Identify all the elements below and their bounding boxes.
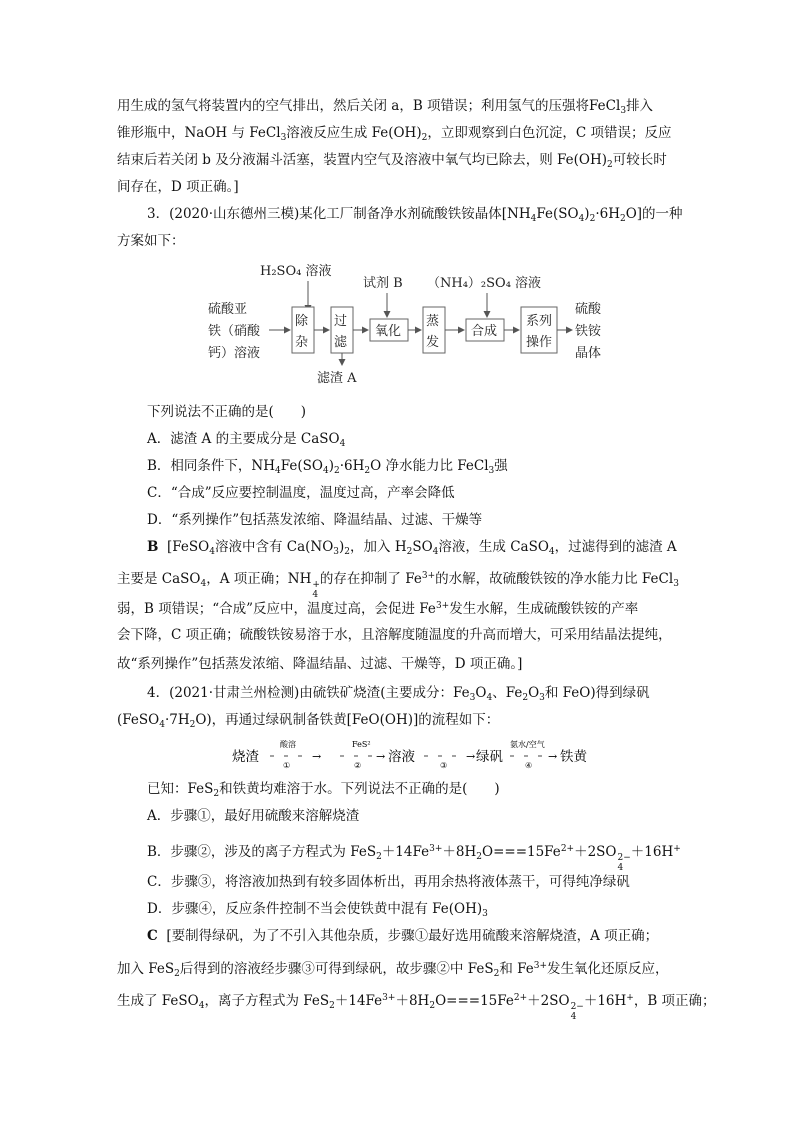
arrow-label: 氨水/空气: [510, 740, 545, 749]
subscript: 2: [522, 693, 529, 703]
text-line: [117, 988, 716, 1022]
subscript: 2: [344, 547, 351, 557]
text-fragment: (FeSO: [117, 712, 160, 728]
subscript: 3: [673, 579, 679, 589]
text-fragment: 溶液反应生成 Fe(OH): [286, 125, 422, 141]
text-fragment: O)，再通过绿矾制备铁黄[FeO(OH)]的流程如下：: [195, 712, 500, 728]
text-fragment: 溶液中含有 Ca(NO: [214, 539, 334, 555]
text-fragment: [FeSO: [167, 539, 210, 555]
step-number: ④: [525, 761, 533, 770]
text-fragment: D．步骤④，反应条件控制不当会使铁黄中混有 Fe(OH): [147, 901, 483, 917]
superscript: +: [626, 993, 634, 1003]
subscript: 4: [312, 590, 319, 600]
subscript: 3: [482, 909, 488, 919]
text-fragment: 用生成的氢气将装置内的空气排出，然后关闭 a，B 项错误；利用氢气的压强将FeCl: [117, 98, 621, 114]
subscript: 2: [213, 789, 220, 799]
text-line: [117, 123, 671, 148]
text-fragment: C．“合成”反应要控制温度，温度过高，产率会降低: [147, 485, 455, 501]
text-fragment: ＋16H: [630, 844, 674, 860]
subscript: 2: [429, 1001, 436, 1011]
start-label: 硫酸亚: [208, 302, 248, 317]
text-line: [117, 150, 667, 175]
question-4-title: [147, 683, 650, 708]
start-label: 铁（硝酸: [208, 324, 261, 339]
subscript: 4: [339, 439, 346, 449]
subscript: 4: [486, 693, 493, 703]
step-label: 蒸: [426, 314, 440, 329]
answer-line: [147, 537, 677, 562]
step-label: 滤: [334, 335, 348, 350]
text-fragment: A．滤渣 A 的主要成分是 CaSO: [147, 431, 340, 447]
text-fragment: 强: [494, 458, 508, 474]
text-fragment: O===15Fe: [482, 844, 561, 860]
text-fragment: Fe(SO: [536, 206, 579, 222]
subscript: 3: [620, 106, 627, 116]
text-fragment: 的存在抑制了 Fe: [319, 571, 422, 587]
text-fragment: 弱，B 项错误；“合成”反应中，温度过高，会促进 Fe: [117, 601, 436, 617]
known-condition: [147, 779, 500, 804]
text-fragment: 发生氧化还原反应，: [547, 961, 669, 977]
subscript: 2: [364, 466, 371, 476]
text-fragment: ，离子方程式为 FeS: [204, 993, 330, 1009]
text-fragment: 加入 FeS: [117, 961, 175, 977]
subscript: 4: [570, 1012, 577, 1022]
text-fragment: Fe(SO: [280, 458, 323, 474]
subscript: 3: [333, 547, 340, 557]
option-b: [147, 839, 681, 873]
option-c: [147, 483, 455, 503]
superscript: 2−: [617, 853, 631, 863]
text-fragment: ，过滤得到的滤渣 A: [554, 539, 677, 555]
subscript: 4: [432, 547, 439, 557]
flow-node: 烧渣: [232, 749, 259, 765]
text-fragment: ＋14Fe: [334, 993, 383, 1009]
subscript: 4: [275, 466, 281, 476]
subscript: 4: [578, 214, 585, 224]
arrow-label: 酸溶: [280, 740, 296, 749]
subscript: 2: [376, 852, 382, 862]
answer-line: [147, 926, 658, 946]
text-fragment: ＋2SO: [527, 993, 570, 1009]
text-fragment: 的水解，故硫酸铁铵的净水能力比 FeCl: [435, 571, 674, 587]
subscript: 2: [421, 133, 428, 143]
superscript: 2+: [560, 844, 575, 854]
subscript: 4: [530, 214, 537, 224]
process-flow-inline: [228, 735, 628, 775]
text-fragment: ＋2SO: [574, 844, 617, 860]
subscript: 4: [548, 547, 555, 557]
text-fragment: 已知：FeS: [147, 781, 214, 797]
question-3-title: [147, 204, 683, 229]
text-fragment: ·6H: [339, 458, 365, 474]
text-fragment: ): [328, 458, 334, 474]
text-line: [117, 596, 638, 619]
text-fragment: 故“系列操作”包括蒸发浓缩、降温结晶、过滤、干燥等，D 项正确。]: [117, 656, 523, 672]
text-fragment: O: [475, 685, 487, 701]
option-a: [147, 429, 345, 454]
start-label: 钙）溶液: [208, 346, 261, 361]
subscript: 2: [589, 214, 596, 224]
text-line: [117, 625, 672, 645]
text-fragment: 生成了 FeSO: [117, 993, 199, 1009]
text-fragment: ·7H: [164, 712, 190, 728]
text-line: [117, 956, 669, 984]
text-fragment: ＋14Fe: [381, 844, 430, 860]
ion-charge-stack: [571, 1002, 584, 1022]
ion-charge-stack: [618, 853, 631, 873]
subscript: 3: [488, 466, 495, 476]
option-d: [147, 510, 482, 530]
text-line: [117, 654, 522, 674]
step-label: 除: [295, 314, 309, 329]
text-fragment: 4．(2021·甘肃兰州检测)由硫铁矿烧渣(主要成分：Fe: [147, 685, 470, 701]
end-label: 硫酸: [575, 302, 602, 317]
text-line: [117, 96, 653, 121]
text-fragment: 和 FeO)得到绿矾: [544, 685, 650, 701]
text-fragment: O 净水能力比 FeCl: [370, 458, 489, 474]
end-label: 晶体: [575, 346, 602, 361]
text-fragment: SO: [412, 539, 433, 555]
subscript: 2: [174, 969, 180, 979]
subscript: 3: [280, 133, 287, 143]
text-fragment: ＋8H: [442, 844, 477, 860]
text-fragment: B．步骤②，涉及的离子方程式为 FeS: [147, 844, 377, 860]
text-fragment: O===15Fe: [435, 993, 514, 1009]
text-fragment: ＋16H: [583, 993, 627, 1009]
text-fragment: O: [528, 685, 540, 701]
option-a: [147, 806, 359, 826]
arrow-label: FeS²: [352, 740, 371, 749]
end-label: 铁铵: [575, 324, 602, 339]
subscript: 2: [333, 466, 340, 476]
superscript: 3+: [382, 993, 396, 1003]
text-line: [117, 566, 679, 600]
text-fragment: 排入: [626, 98, 654, 114]
superscript: 2+: [513, 993, 528, 1003]
step-number: ③: [440, 761, 448, 770]
step-number: ②: [354, 761, 362, 770]
text-fragment: 和 Fe: [499, 961, 534, 977]
step-label: 氧化: [375, 324, 402, 339]
text-fragment: B．相同条件下，NH: [147, 458, 276, 474]
text-fragment: 锥形瓶中，NaOH 与 FeCl: [117, 125, 281, 141]
text-fragment: 3．(2020·山东德州三模)某化工厂制备净水剂硫酸铁铵晶体[NH: [147, 206, 531, 222]
text-fragment: D．“系列操作”包括蒸发浓缩、降温结晶、过滤、干燥等: [147, 512, 483, 528]
step-label: 杂: [295, 335, 309, 350]
option-d: [147, 899, 488, 924]
superscript: 3+: [435, 601, 450, 611]
subscript: 4: [159, 720, 165, 730]
step-number: ①: [283, 761, 291, 770]
subscript: 2: [329, 1001, 335, 1011]
text-fragment: 溶液，生成 CaSO: [438, 539, 549, 555]
subscript: 2: [476, 852, 482, 862]
superscript: 2−: [570, 1002, 584, 1012]
text-fragment: ): [584, 206, 590, 222]
step-label: 操作: [526, 335, 553, 350]
superscript: +: [312, 580, 320, 590]
text-line: [117, 177, 239, 197]
label-residue-a: 滤渣 A: [317, 371, 357, 386]
text-fragment: 、Fe: [492, 685, 523, 701]
superscript: 3+: [421, 571, 436, 581]
arrow-head: →: [548, 750, 558, 763]
subscript: 4: [322, 466, 329, 476]
subscript: 2: [607, 160, 613, 170]
text-fragment: C．步骤③，将溶液加热到有较多固体析出，再用余热将液体蒸干，可得纯净绿矾: [147, 874, 630, 890]
arrow-head: →: [312, 750, 322, 763]
arrow-head: →: [466, 750, 476, 763]
text-fragment: 主要是 CaSO: [117, 571, 201, 587]
subscript: 2: [406, 547, 413, 557]
text-fragment: ，立即观察到白色沉淀，C 项错误；反应: [427, 125, 672, 141]
text-fragment: ，A 项正确；NH: [206, 571, 312, 587]
label-reagent-b: 试剂 B: [363, 276, 403, 291]
subscript: 2: [493, 969, 500, 979]
text-fragment: 方案如下：: [117, 233, 185, 249]
subscript: 3: [469, 693, 476, 703]
text-fragment: 会下降，C 项正确；硫酸铁铵易溶于水，且溶解度随温度的升高而增大，可采用结晶法提纯，: [117, 627, 672, 643]
answer-letter: B: [147, 539, 159, 555]
text-fragment: 发生水解，生成硫酸铁铵的产率: [449, 601, 639, 617]
text-fragment: 后得到的溶液经步骤③可得到绿矾，故步骤②中 FeS: [179, 961, 494, 977]
subscript: 2: [619, 214, 626, 224]
text-fragment: A．步骤①，最好用硫酸来溶解烧渣: [147, 808, 360, 824]
subscript: 4: [200, 579, 207, 589]
subscript: 2: [189, 720, 196, 730]
text-fragment: ＋8H: [395, 993, 430, 1009]
step-label: 系列: [526, 314, 553, 329]
subscript: 3: [539, 693, 545, 703]
text-fragment: ): [339, 539, 345, 555]
step-label: 发: [426, 335, 440, 350]
text-line: [117, 710, 499, 735]
flow-node: 铁黄: [560, 749, 587, 765]
answer-letter: C: [147, 928, 158, 944]
text-fragment: ，加入 H: [350, 539, 407, 555]
text-fragment: 结束后若关闭 b 及分液漏斗活塞，装置内空气及溶液中氧气均已除去，则 Fe(OH): [117, 152, 608, 168]
text-fragment: 可较长时: [612, 152, 667, 168]
text-fragment: ，B 项正确；: [633, 993, 716, 1009]
superscript: 3+: [533, 961, 548, 971]
subscript: 4: [198, 1001, 205, 1011]
option-b: [147, 456, 508, 481]
step-label: 过: [334, 314, 348, 329]
step-label: 合成: [471, 324, 498, 339]
text-fragment: 下列说法不正确的是( ): [147, 404, 307, 420]
subscript: 4: [617, 863, 624, 873]
arrow-head: →: [376, 750, 386, 763]
superscript: +: [673, 844, 681, 854]
text-fragment: ·6H: [595, 206, 620, 222]
option-c: [147, 872, 630, 892]
text-fragment: 和铁黄均难溶于水。下列说法不正确的是( ): [219, 781, 500, 797]
text-fragment: O]的一种: [625, 206, 683, 222]
text-line: [117, 231, 185, 251]
label-nh42so4: （NH₄）₂SO₄ 溶液: [427, 276, 542, 291]
label-h2so4: H₂SO₄ 溶液: [260, 264, 332, 279]
superscript: 3+: [429, 844, 443, 854]
process-flow-diagram: [205, 255, 625, 395]
flow-node: 绿矾: [476, 749, 503, 765]
text-fragment: [要制得绿矾，为了不引入其他杂质，步骤①最好选用硫酸来溶解烧渣，A 项正确；: [166, 928, 659, 944]
question-stem: [147, 402, 306, 422]
flow-node: 溶液: [388, 749, 415, 765]
text-fragment: 间存在，D 项正确。]: [117, 179, 239, 195]
subscript: 4: [209, 547, 215, 557]
